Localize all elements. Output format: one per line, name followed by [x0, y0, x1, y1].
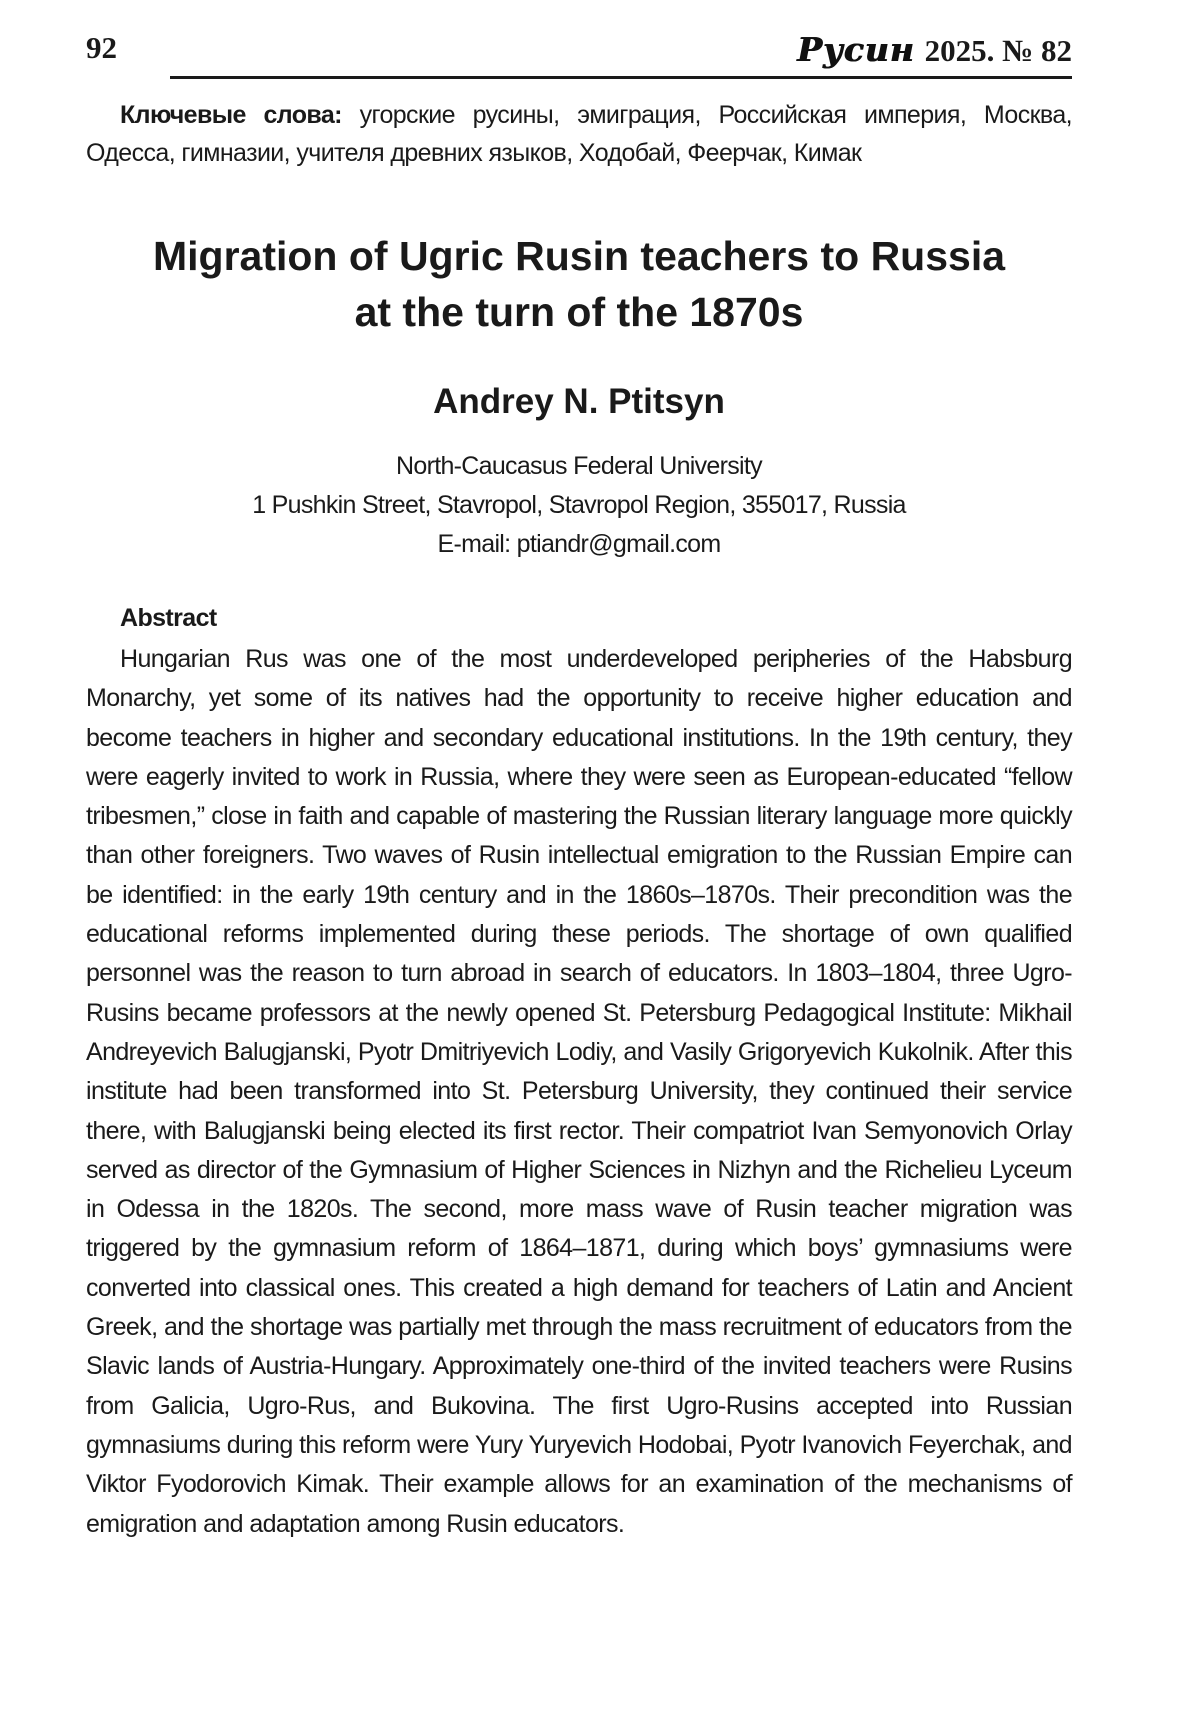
author-email: E-mail: ptiandr@gmail.com — [437, 530, 721, 558]
journal-mark — [797, 30, 1072, 69]
issue-number: 2025. № 82 — [924, 33, 1072, 68]
title-line-2: at the turn of the 1870s — [354, 289, 804, 335]
keywords-paragraph — [86, 96, 1072, 172]
title-line-1: Migration of Ugric Rusin teachers to Russia — [152, 233, 1006, 279]
page-number: 92 — [86, 30, 117, 65]
running-header — [86, 26, 1072, 78]
article-title — [86, 228, 1072, 340]
abstract-heading: Abstract — [120, 604, 217, 632]
journal-logo: Русин — [796, 30, 915, 69]
affiliation-address: 1 Pushkin Street, Stavropol, Stavropol Region, 355017, Russia — [252, 491, 906, 519]
abstract-body: Hungarian Rus was one of the most underdeveloped peripheries of the Habsburg Monarchy, yet some of its natives had the opportunity to receive higher education and become teachers in higher and secondary educational institutions. In the 19th century, they were eagerly invited to work in Russia, where they were seen as European-educated “fellow tribesmen,” close in faith and capable of mastering the Russian literary language more quickly than other foreigners. Two waves of Rusin intellectual emigration to the Russian Empire can be identified: in the early 19th century and in the 1860s–1870s. Their precondition was the educational reforms implemented during these periods. The shortage of own qualified personnel was the reason to turn abroad in search of educators. In 1803–1804, three Ugro-Rusins became professors at the newly opened St. Petersburg Pedagogical Institute: Mikhail Andreyevich Balugjanski, Pyotr Dmitriyevich Lodiy, and Vasily Grigoryevich Kukolnik. After this institute had been transformed into St. Petersburg University, they continued their service there, with Balugjanski being elected its first rector. Their compatriot Ivan Semyonovich Orlay served as director of the Gymnasium of Higher Sciences in Nizhyn and the Richelieu Lyceum in Odessa in the 1820s. The second, more mass wave of Rusin teacher migration was triggered by the gymnasium reform of 1864–1871, during which boys’ gymnasiums were converted into classical ones. This created a high demand for teachers of Latin and Ancient Greek, and the shortage was partially met through the mass recruitment of educators from the Slavic lands of Austria-Hungary. Approximately one-third of the invited teachers were Rusins from Galicia, Ugro-Rus, and Bukovina. The first Ugro-Rusins accepted into Russian gymnasiums during this reform were Yury Yuryevich Hodobai, Pyotr Ivanovich Feyerchak, and Viktor Fyodorovich Kimak. Their example allows for an examination of the mechanisms of emigration and adaptation among Rusin educators. — [86, 645, 1072, 1538]
keywords-label: Ключевые слова: — [120, 101, 342, 129]
header-rule — [170, 76, 1072, 79]
author-affiliation — [86, 447, 1072, 564]
keywords-text: угорские русины, эмиграция, Российская империя, Москва, Одесса, гимназии, учителя древних языков, Ходобай, Феерчак, Кимак — [86, 101, 1072, 167]
affiliation-university: North-Caucasus Federal University — [396, 452, 762, 480]
author-name: Andrey N. Ptitsyn — [433, 382, 725, 421]
